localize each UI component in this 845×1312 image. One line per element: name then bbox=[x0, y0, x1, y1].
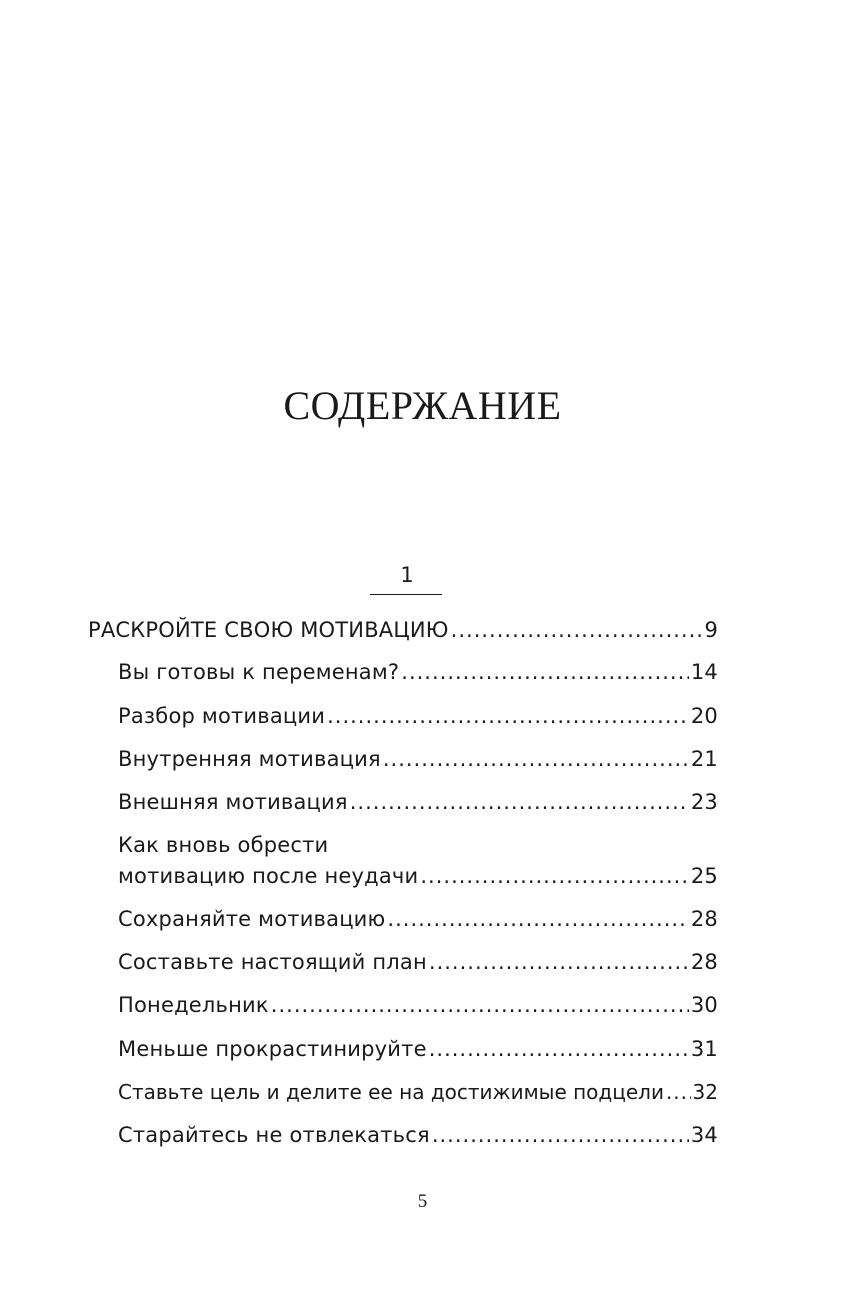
toc-entry-title: Вы готовы к переменам? bbox=[118, 660, 400, 684]
chapter-divider bbox=[370, 594, 442, 595]
toc-entry[interactable] bbox=[118, 862, 718, 890]
toc-entry-page: 25 bbox=[690, 864, 718, 888]
page-number: 5 bbox=[417, 1191, 428, 1212]
toc-entry-page: 31 bbox=[690, 1037, 718, 1061]
toc-entry-page: 20 bbox=[690, 704, 718, 728]
toc-entry-title: Составьте настоящий план bbox=[118, 950, 427, 974]
toc-leader-dots bbox=[271, 991, 689, 1019]
toc-leader-dots bbox=[429, 948, 689, 976]
toc-chapter-title: РАСКРОЙТЕ СВОЮ МОТИВАЦИЮ bbox=[88, 618, 449, 642]
toc-entry[interactable] bbox=[118, 1078, 718, 1106]
toc-leader-dots bbox=[350, 788, 689, 816]
toc-entry[interactable] bbox=[118, 745, 718, 773]
toc-entry-title: Внутренняя мотивация bbox=[118, 747, 381, 771]
toc-leader-dots bbox=[383, 745, 689, 773]
toc-leader-dots bbox=[387, 905, 688, 933]
toc-leader-dots bbox=[327, 702, 689, 730]
toc-leader-dots bbox=[666, 1078, 691, 1106]
page-title: СОДЕРЖАНИЕ bbox=[283, 383, 562, 428]
toc-entry[interactable] bbox=[118, 702, 718, 730]
toc-leader-dots bbox=[429, 1035, 689, 1063]
toc-entry-page: 30 bbox=[690, 993, 718, 1017]
toc-entry-page: 23 bbox=[690, 790, 718, 814]
toc-entry-page: 28 bbox=[690, 907, 718, 931]
chapter-number: 1 bbox=[400, 563, 414, 587]
toc-entry-title: Меньше прокрастинируйте bbox=[118, 1037, 427, 1061]
toc-leader-dots bbox=[420, 862, 689, 890]
toc-entry-title: Понедельник bbox=[118, 993, 269, 1017]
toc-leader-dots bbox=[432, 1121, 689, 1149]
toc-chapter-entry[interactable] bbox=[88, 616, 718, 644]
toc-entry-title: Старайтесь не отвлекаться bbox=[118, 1123, 430, 1147]
toc-chapter-page: 9 bbox=[704, 618, 718, 642]
toc-entry-page: 32 bbox=[692, 1080, 718, 1104]
toc-entry-title: Ставьте цель и делите ее на достижимые подцели bbox=[118, 1080, 664, 1104]
toc-entry[interactable] bbox=[118, 948, 718, 976]
toc-entry-title: Сохраняйте мотивацию bbox=[118, 907, 386, 931]
toc-entry[interactable] bbox=[118, 991, 718, 1019]
toc-leader-dots bbox=[451, 616, 703, 644]
toc-entry[interactable] bbox=[118, 788, 718, 816]
toc-entry-title: мотивацию после неудачи bbox=[118, 864, 419, 888]
toc-entry-page: 14 bbox=[690, 660, 718, 684]
toc-entry-title: Внешняя мотивация bbox=[118, 790, 348, 814]
toc-entry-page: 21 bbox=[690, 747, 718, 771]
toc-entry-page: 34 bbox=[690, 1123, 718, 1147]
toc-entry[interactable] bbox=[118, 1035, 718, 1063]
toc-entry[interactable] bbox=[118, 905, 718, 933]
toc-entry-title-line1: Как вновь обрести bbox=[118, 833, 329, 857]
toc-entry-page: 28 bbox=[690, 950, 718, 974]
toc-entry-title: Разбор мотивации bbox=[118, 704, 326, 728]
toc-entry[interactable] bbox=[118, 1121, 718, 1149]
toc-entry[interactable] bbox=[118, 658, 718, 686]
toc-leader-dots bbox=[401, 658, 689, 686]
